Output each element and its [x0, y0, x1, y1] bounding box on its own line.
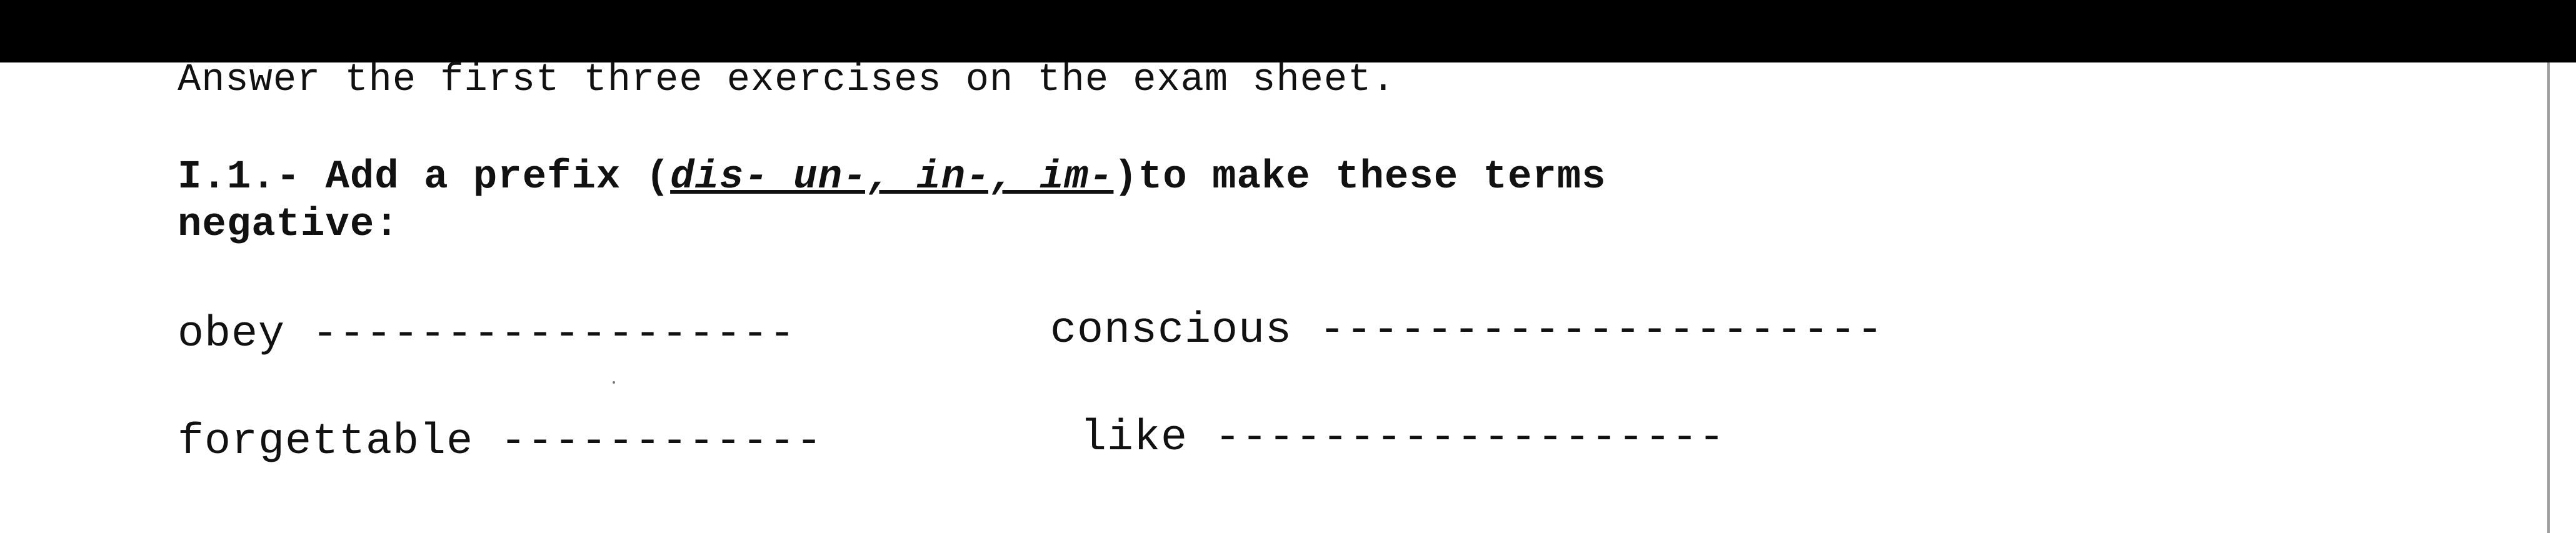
item-word: forgettable [178, 417, 474, 467]
exercise-text-before: Add a prefix ( [325, 155, 671, 200]
exercise-text-after: )to make these terms [1113, 155, 1606, 200]
prefix-list: dis- un-, in-, im- [670, 155, 1114, 200]
item-like [1080, 414, 1725, 463]
item-blank[interactable]: --------------------- [1319, 306, 1884, 356]
scan-speck [613, 381, 615, 384]
exercise-line-2: negative: [178, 202, 399, 247]
item-obey [178, 310, 796, 359]
item-forgettable [178, 417, 823, 467]
item-conscious [1050, 306, 1883, 356]
item-word: conscious [1050, 306, 1293, 356]
item-blank[interactable]: ------------------ [312, 310, 796, 359]
exercise-heading [178, 154, 1606, 249]
scan-top-border [0, 0, 2576, 62]
item-blank[interactable]: ------------ [500, 417, 823, 467]
item-blank[interactable]: ------------------- [1215, 414, 1726, 463]
scan-right-edge-line [2547, 62, 2550, 533]
instruction-line: Answer the first three exercises on the exam sheet. [178, 57, 1396, 102]
item-word: like [1080, 414, 1188, 463]
item-word: obey [178, 310, 286, 359]
exercise-number: I.1.- [178, 155, 301, 200]
